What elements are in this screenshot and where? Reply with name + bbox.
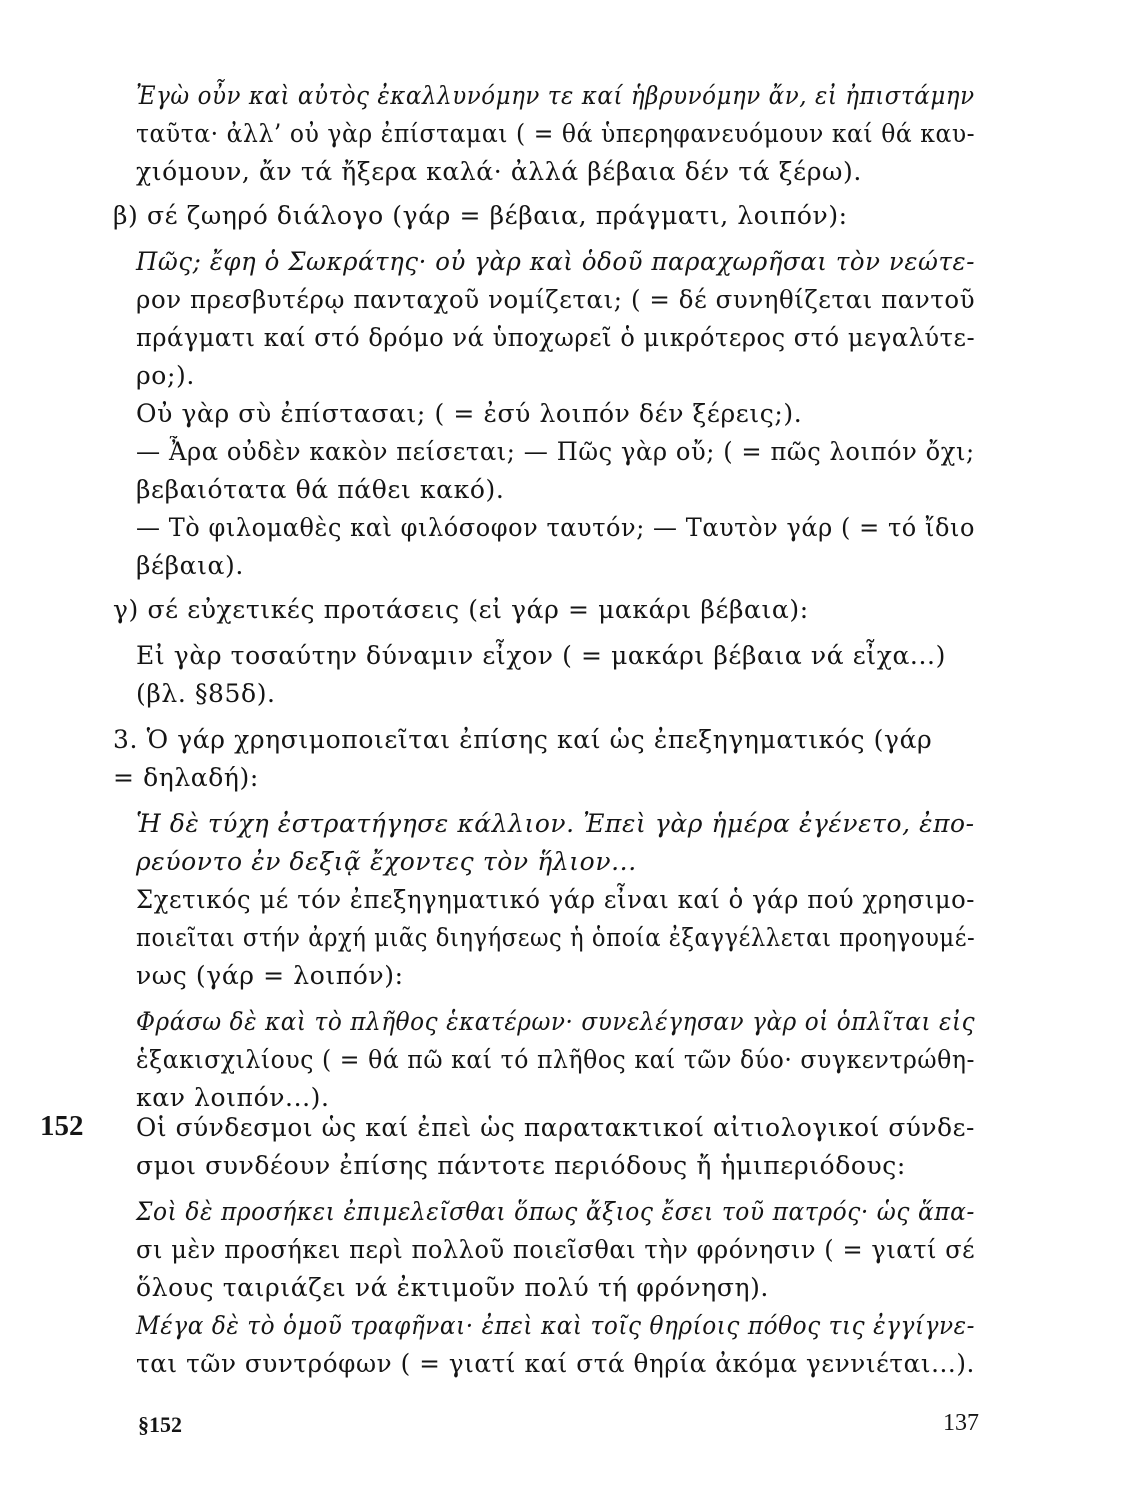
text-line: — Τὸ φιλομαθὲς καὶ φιλόσοφον ταυτόν; — Ταυτὸν γάρ ( = τό ἴδιο <box>136 513 975 542</box>
text-line: ταῦτα· ἀλλ’ οὐ γὰρ ἐπίσταμαι ( = θά ὑπερηφανευόμουν καί θά καυ- <box>136 119 976 148</box>
text-line: βέβαια). <box>136 551 244 580</box>
text-line: καν λοιπόν...). <box>136 1083 330 1112</box>
text-line: σι μὲν προσήκει περὶ πολλοῦ ποιεῖσθαι τὴν φρόνησιν ( = γιατί σέ <box>136 1235 976 1264</box>
footer-section: §152 <box>138 1412 182 1437</box>
text-line: β) σέ ζωηρό διάλογο (γάρ = βέβαια, πράγματι, λοιπόν): <box>113 201 848 230</box>
text-line: βεβαιότατα θά πάθει κακό). <box>136 475 505 504</box>
text-line: ρεύοντο ἐν δεξιᾷ ἔχοντες τὸν ἥλιον... <box>136 847 637 876</box>
text-line: Σοὶ δὲ προσήκει ἐπιμελεῖσθαι ὅπως ἄξιος ἔσει τοῦ πατρός· ὡς ἅπα- <box>136 1197 975 1226</box>
text-line: ται τῶν συντρόφων ( = γιατί καί στά θηρία ἀκόμα γεννιέται...). <box>136 1349 975 1378</box>
text-line: 3. Ὁ γάρ χρησιμοποιεῖται ἐπίσης καί ὡς ἐπεξηγηματικός (γάρ <box>113 725 933 754</box>
text-line: Οἱ σύνδεσμοι ὡς καί ἐπεὶ ὡς παρατακτικοί αἰτιολογικοί σύνδε- <box>136 1113 975 1142</box>
text-line: σμοι συνδέουν ἐπίσης πάντοτε περιόδους ἤ ἡμιπεριόδους: <box>136 1151 906 1180</box>
text-line: γ) σέ εὐχετικές προτάσεις (εἰ γάρ = μακάρι βέβαια): <box>113 595 809 624</box>
text-line: πράγματι καί στό δρόμο νά ὑποχωρεῖ ὁ μικρότερος στό μεγαλύτε- <box>136 323 976 352</box>
text-line: νως (γάρ = λοιπόν): <box>136 961 404 990</box>
text-line: Ἐγὼ οὖν καὶ αὐτὸς ἐκαλλυνόμην τε καί ἡβρυνόμην ἄν, εἰ ἠπιστάμην <box>136 81 975 110</box>
text-line: — Ἆρα οὐδὲν κακὸν πείσεται; — Πῶς γὰρ οὔ; ( = πῶς λοιπόν ὄχι; <box>136 437 975 466</box>
text-line: (βλ. §85δ). <box>136 679 276 708</box>
text-line: χιόμουν, ἄν τά ἤξερα καλά· ἀλλά βέβαια δέν τά ξέρω). <box>136 157 862 186</box>
text-line: Φράσω δὲ καὶ τὸ πλῆθος ἑκατέρων· συνελέγησαν γὰρ οἱ ὁπλῖται εἰς <box>136 1007 976 1036</box>
text-line: ποιεῖται στήν ἀρχή μιᾶς διηγήσεως ἡ ὁποία ἐξαγγέλλεται προηγουμέ- <box>136 923 976 952</box>
text-line: Μέγα δὲ τὸ ὁμοῦ τραφῆναι· ἐπεὶ καὶ τοῖς θηρίοις πόθος τις ἐγγίγνε- <box>136 1311 976 1340</box>
page-number: 137 <box>943 1410 979 1436</box>
section-number: 152 <box>40 1110 84 1142</box>
text-line: ρο;). <box>136 361 195 390</box>
text-line: Οὐ γὰρ σὺ ἐπίστασαι; ( = ἐσύ λοιπόν δέν ξέρεις;). <box>136 399 803 428</box>
text-line: Σχετικός μέ τόν ἐπεξηγηματικό γάρ εἶναι καί ὁ γάρ πού χρησιμο- <box>136 885 976 914</box>
text-line: Ἡ δὲ τύχη ἐστρατήγησε κάλλιον. Ἐπεὶ γὰρ ἡμέρα ἐγένετο, ἐπο- <box>136 809 975 838</box>
text-line: Πῶς; ἔφη ὁ Σωκράτης· οὐ γὰρ καὶ ὁδοῦ παραχωρῆσαι τὸν νεώτε- <box>136 247 976 276</box>
text-line: ρον πρεσβυτέρῳ πανταχοῦ νομίζεται; ( = δέ συνηθίζεται παντοῦ <box>136 285 976 314</box>
text-line: = δηλαδή): <box>113 763 259 792</box>
text-line: ὅλους ταιριάζει νά ἐκτιμοῦν πολύ τή φρόνηση). <box>136 1273 769 1302</box>
text-line: Εἰ γὰρ τοσαύτην δύναμιν εἶχον ( = μακάρι βέβαια νά εἶχα...) <box>136 641 946 670</box>
text-line: ἑξακισχιλίους ( = θά πῶ καί τό πλῆθος καί τῶν δύο· συγκεντρώθη- <box>136 1045 975 1074</box>
